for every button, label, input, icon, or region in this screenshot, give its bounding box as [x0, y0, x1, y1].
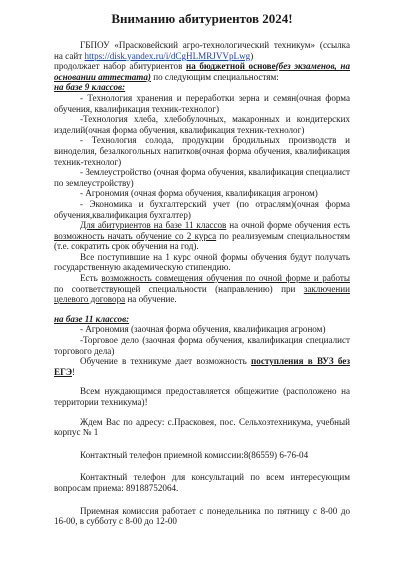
base9-item: - Технология хранения и переработки зерна и семян(очная форма обучения, квалификация техник-технолог)	[54, 92, 350, 114]
univ-pre: Обучение в техникуме дает возможность	[80, 356, 252, 367]
base9-item: - Экономика и бухгалтерский учет (по отраслям)(очная форма обучения,квалификация бухгалтер)	[54, 198, 350, 220]
note3-underlined-2: заключении целевого договора	[54, 283, 350, 305]
university-note	[54, 356, 350, 377]
univ-post: !	[72, 366, 76, 377]
note1-text-2: по реализуемым специальностям (т.е. сократить срок обучения на год).	[54, 230, 350, 252]
base11-heading: на базе 11 классов:	[54, 313, 130, 324]
base9-item: -Технология хлеба, хлебобулочных, макаронных и кондитерских изделий(очная форма обучения, квалификация техник-технолог)	[54, 114, 350, 135]
work-study-note	[54, 273, 350, 305]
base9-item: - Агрономия (очная форма обучения, квалификация агроном)	[80, 188, 318, 199]
base11-item: -Торговое дело (заочная форма обучения, квалификация специалист торгового дела)	[54, 335, 350, 356]
note3-underlined: возможность совмещения обучения по очной форме и работы	[101, 273, 350, 284]
continue-post: по следующим специальностям:	[150, 71, 279, 82]
note3-text: Есть	[80, 273, 102, 284]
page-title: Вниманию абитуриентов 2024!	[111, 11, 293, 26]
base9-item: - Землеустройство (очная форма обучения, квалификация специалист по землеустройству)	[54, 167, 350, 188]
budget-basis: на бюджетной основе	[185, 61, 276, 72]
phone-note: Контактный телефон приемной комиссии:8(86559) 6-76-04	[80, 449, 309, 460]
document-body	[54, 40, 350, 527]
site-link[interactable]: https://disk.yandex.ru/i/dCgHLMRJVVpLwg	[84, 50, 251, 61]
intro-org-text: ГБПОУ «Прасковейский агро-технологический техникум» (ссылка на сайт	[54, 40, 350, 61]
intro-continue	[54, 61, 350, 82]
continue-pre: продолжает набор абитуриентов	[54, 61, 186, 72]
base9-heading: на базе 9 классов:	[54, 82, 126, 93]
note1-underlined-2: возможность начать обучение со 2 курса	[54, 230, 217, 241]
stipend-note: Все поступившие на 1 курс очной формы обучения будут получать государственную академическую стипендию.	[54, 251, 350, 273]
note3-text-3: на обучение.	[125, 294, 177, 305]
consult-note: Контактный телефон для консультаций по всем интересующим вопросам приема: 89188752064.	[54, 472, 350, 493]
no-exams-note: (без экзаменов, на основании аттестата)	[54, 61, 350, 82]
second-year-note	[54, 220, 350, 252]
address-note: Ждем Вас по адресу: с.Прасковея, пос. Сельхозтехникума, учебный корпус № 1	[54, 416, 350, 438]
document-page	[54, 11, 350, 527]
base9-item: - Технология солода, продукции бродильных производств и виноделия, безалкогольных напитков(очная форма обучения, квалификация техник-технолог)	[54, 135, 350, 167]
intro-paragraph	[54, 40, 350, 61]
note1-underlined: Для абитуриентов на базе 11 классов	[80, 220, 227, 231]
univ-no-exam: поступления в ВУЗ без ЕГЭ	[54, 356, 350, 377]
note3-text-2: по соответствующей специальности (направлению) при	[54, 283, 304, 294]
dormitory-note: Всем нуждающимся предоставляется общежитие (расположено на территории техникума)!	[54, 386, 350, 407]
intro-link-close: )	[250, 50, 254, 61]
base11-item: - Агрономия (заочная форма обучения, квалификация агроном)	[80, 324, 326, 335]
note1-text: на очной форме обучения есть	[226, 220, 350, 231]
hours-note: Приемная комиссия работает с понедельника по пятницу с 8-00 до 16-00, в субботу с 8-00 до 12-00	[54, 505, 350, 527]
